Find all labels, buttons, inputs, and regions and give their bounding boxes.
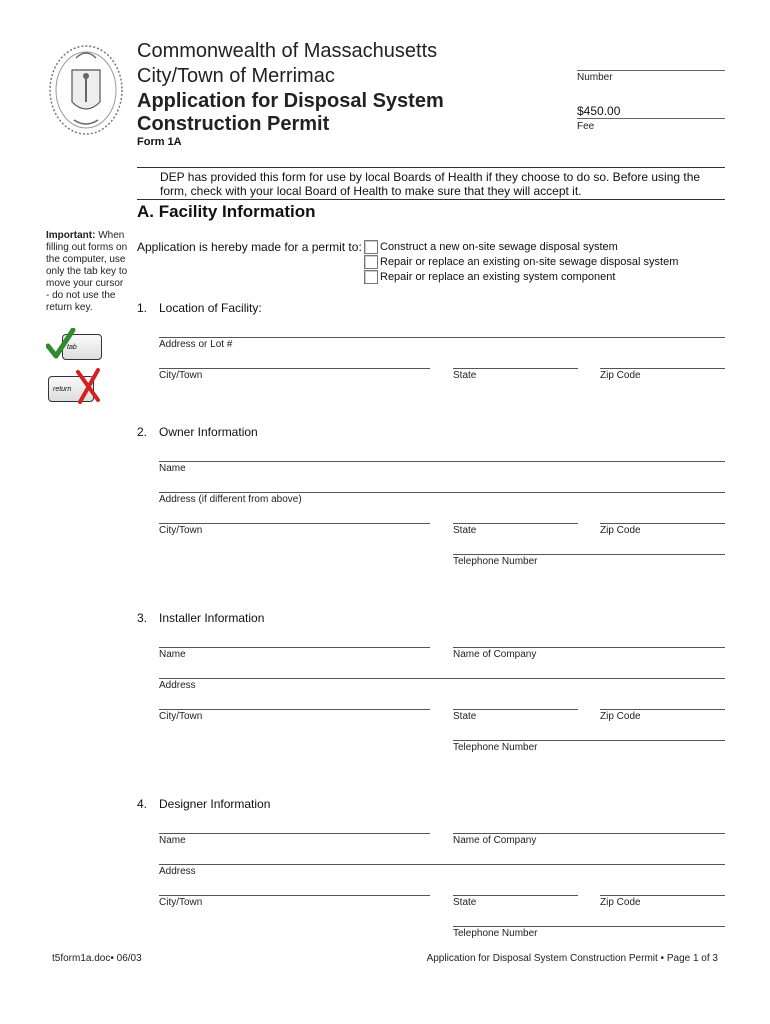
telephone-label: Telephone Number (453, 742, 538, 753)
state-field[interactable] (453, 523, 578, 524)
question-1: 1. Location of Facility: (137, 301, 262, 315)
section-a-title: A. Facility Information (137, 202, 316, 221)
state-field[interactable] (453, 709, 578, 710)
zip-label: Zip Code (600, 711, 641, 722)
installer-name-field[interactable] (159, 647, 430, 648)
application-prompt: Application is hereby made for a permit to: (137, 240, 362, 254)
state-field[interactable] (453, 895, 578, 896)
owner-name-field[interactable] (159, 461, 725, 462)
telephone-label: Telephone Number (453, 928, 538, 939)
zip-label: Zip Code (600, 525, 641, 536)
form-title-line1: Application for Disposal System (137, 90, 444, 112)
state-label: State (453, 711, 477, 722)
divider (137, 199, 725, 200)
return-key-icon: return (48, 376, 94, 402)
fee-field[interactable]: $450.00 (577, 104, 621, 118)
zip-field[interactable] (600, 523, 725, 524)
number-label: Number (577, 72, 613, 83)
address-label: Address (if different from above) (159, 494, 302, 505)
address-label: Address (159, 866, 196, 877)
question-3: 3. Installer Information (137, 611, 265, 625)
name-label: Name (159, 649, 186, 660)
city-label: City/Town (159, 525, 203, 536)
option-construct-new: Construct a new on-site sewage disposal system (380, 241, 618, 253)
checkbox-repair-system[interactable] (364, 255, 378, 269)
header-commonwealth: Commonwealth of Massachusetts (137, 40, 438, 62)
tab-key-icon: tab (62, 334, 102, 360)
question-4: 4. Designer Information (137, 797, 271, 811)
city-field[interactable] (159, 523, 430, 524)
owner-address-field[interactable] (159, 492, 725, 493)
city-label: City/Town (159, 370, 203, 381)
telephone-field[interactable] (453, 926, 725, 927)
option-repair-component: Repair or replace an existing system component (380, 271, 616, 283)
intro-text: DEP has provided this form for use by local Boards of Health if they choose to do so. Before using the form, check with your local Board of Health to make sure that they will accept it. (160, 170, 701, 198)
zip-field[interactable] (600, 368, 725, 369)
city-label: City/Town (159, 897, 203, 908)
telephone-field[interactable] (453, 554, 725, 555)
fee-underline (577, 118, 725, 119)
checkmark-icon (46, 328, 76, 360)
state-label: State (453, 897, 477, 908)
name-label: Name (159, 835, 186, 846)
x-mark-icon (74, 368, 102, 404)
zip-label: Zip Code (600, 897, 641, 908)
zip-label: Zip Code (600, 370, 641, 381)
designer-company-field[interactable] (453, 833, 725, 834)
telephone-field[interactable] (453, 740, 725, 741)
important-note: Important: When filling out forms on the computer, use only the tab key to move your cursor - do not use the return key. (46, 230, 128, 313)
designer-address-field[interactable] (159, 864, 725, 865)
state-label: State (453, 525, 477, 536)
number-field[interactable] (577, 70, 725, 71)
checkbox-repair-component[interactable] (364, 270, 378, 284)
telephone-label: Telephone Number (453, 556, 538, 567)
fee-label: Fee (577, 121, 595, 132)
designer-name-field[interactable] (159, 833, 430, 834)
tab-key-correct (46, 328, 104, 364)
checkbox-construct-new[interactable] (364, 240, 378, 254)
header-city-town: City/Town of Merrimac (137, 65, 335, 87)
city-label: City/Town (159, 711, 203, 722)
address-label: Address or Lot # (159, 339, 233, 350)
name-label: Name (159, 463, 186, 474)
footer-page-info: Application for Disposal System Construction Permit • Page 1 of 3 (426, 953, 718, 964)
address-label: Address (159, 680, 196, 691)
installer-address-field[interactable] (159, 678, 725, 679)
company-label: Name of Company (453, 835, 537, 846)
footer-filename: t5form1a.doc• 06/03 (52, 953, 142, 964)
state-label: State (453, 370, 477, 381)
city-field[interactable] (159, 709, 430, 710)
massachusetts-seal-icon (46, 40, 126, 138)
zip-field[interactable] (600, 709, 725, 710)
form-title-line2: Construction Permit (137, 113, 330, 135)
address-field[interactable] (159, 337, 725, 338)
city-field[interactable] (159, 368, 430, 369)
installer-company-field[interactable] (453, 647, 725, 648)
divider (137, 167, 725, 168)
form-number: Form 1A (137, 136, 182, 148)
zip-field[interactable] (600, 895, 725, 896)
city-field[interactable] (159, 895, 430, 896)
return-key-incorrect (46, 368, 104, 406)
company-label: Name of Company (453, 649, 537, 660)
state-field[interactable] (453, 368, 578, 369)
option-repair-system: Repair or replace an existing on-site sewage disposal system (380, 256, 679, 268)
question-2: 2. Owner Information (137, 425, 258, 439)
